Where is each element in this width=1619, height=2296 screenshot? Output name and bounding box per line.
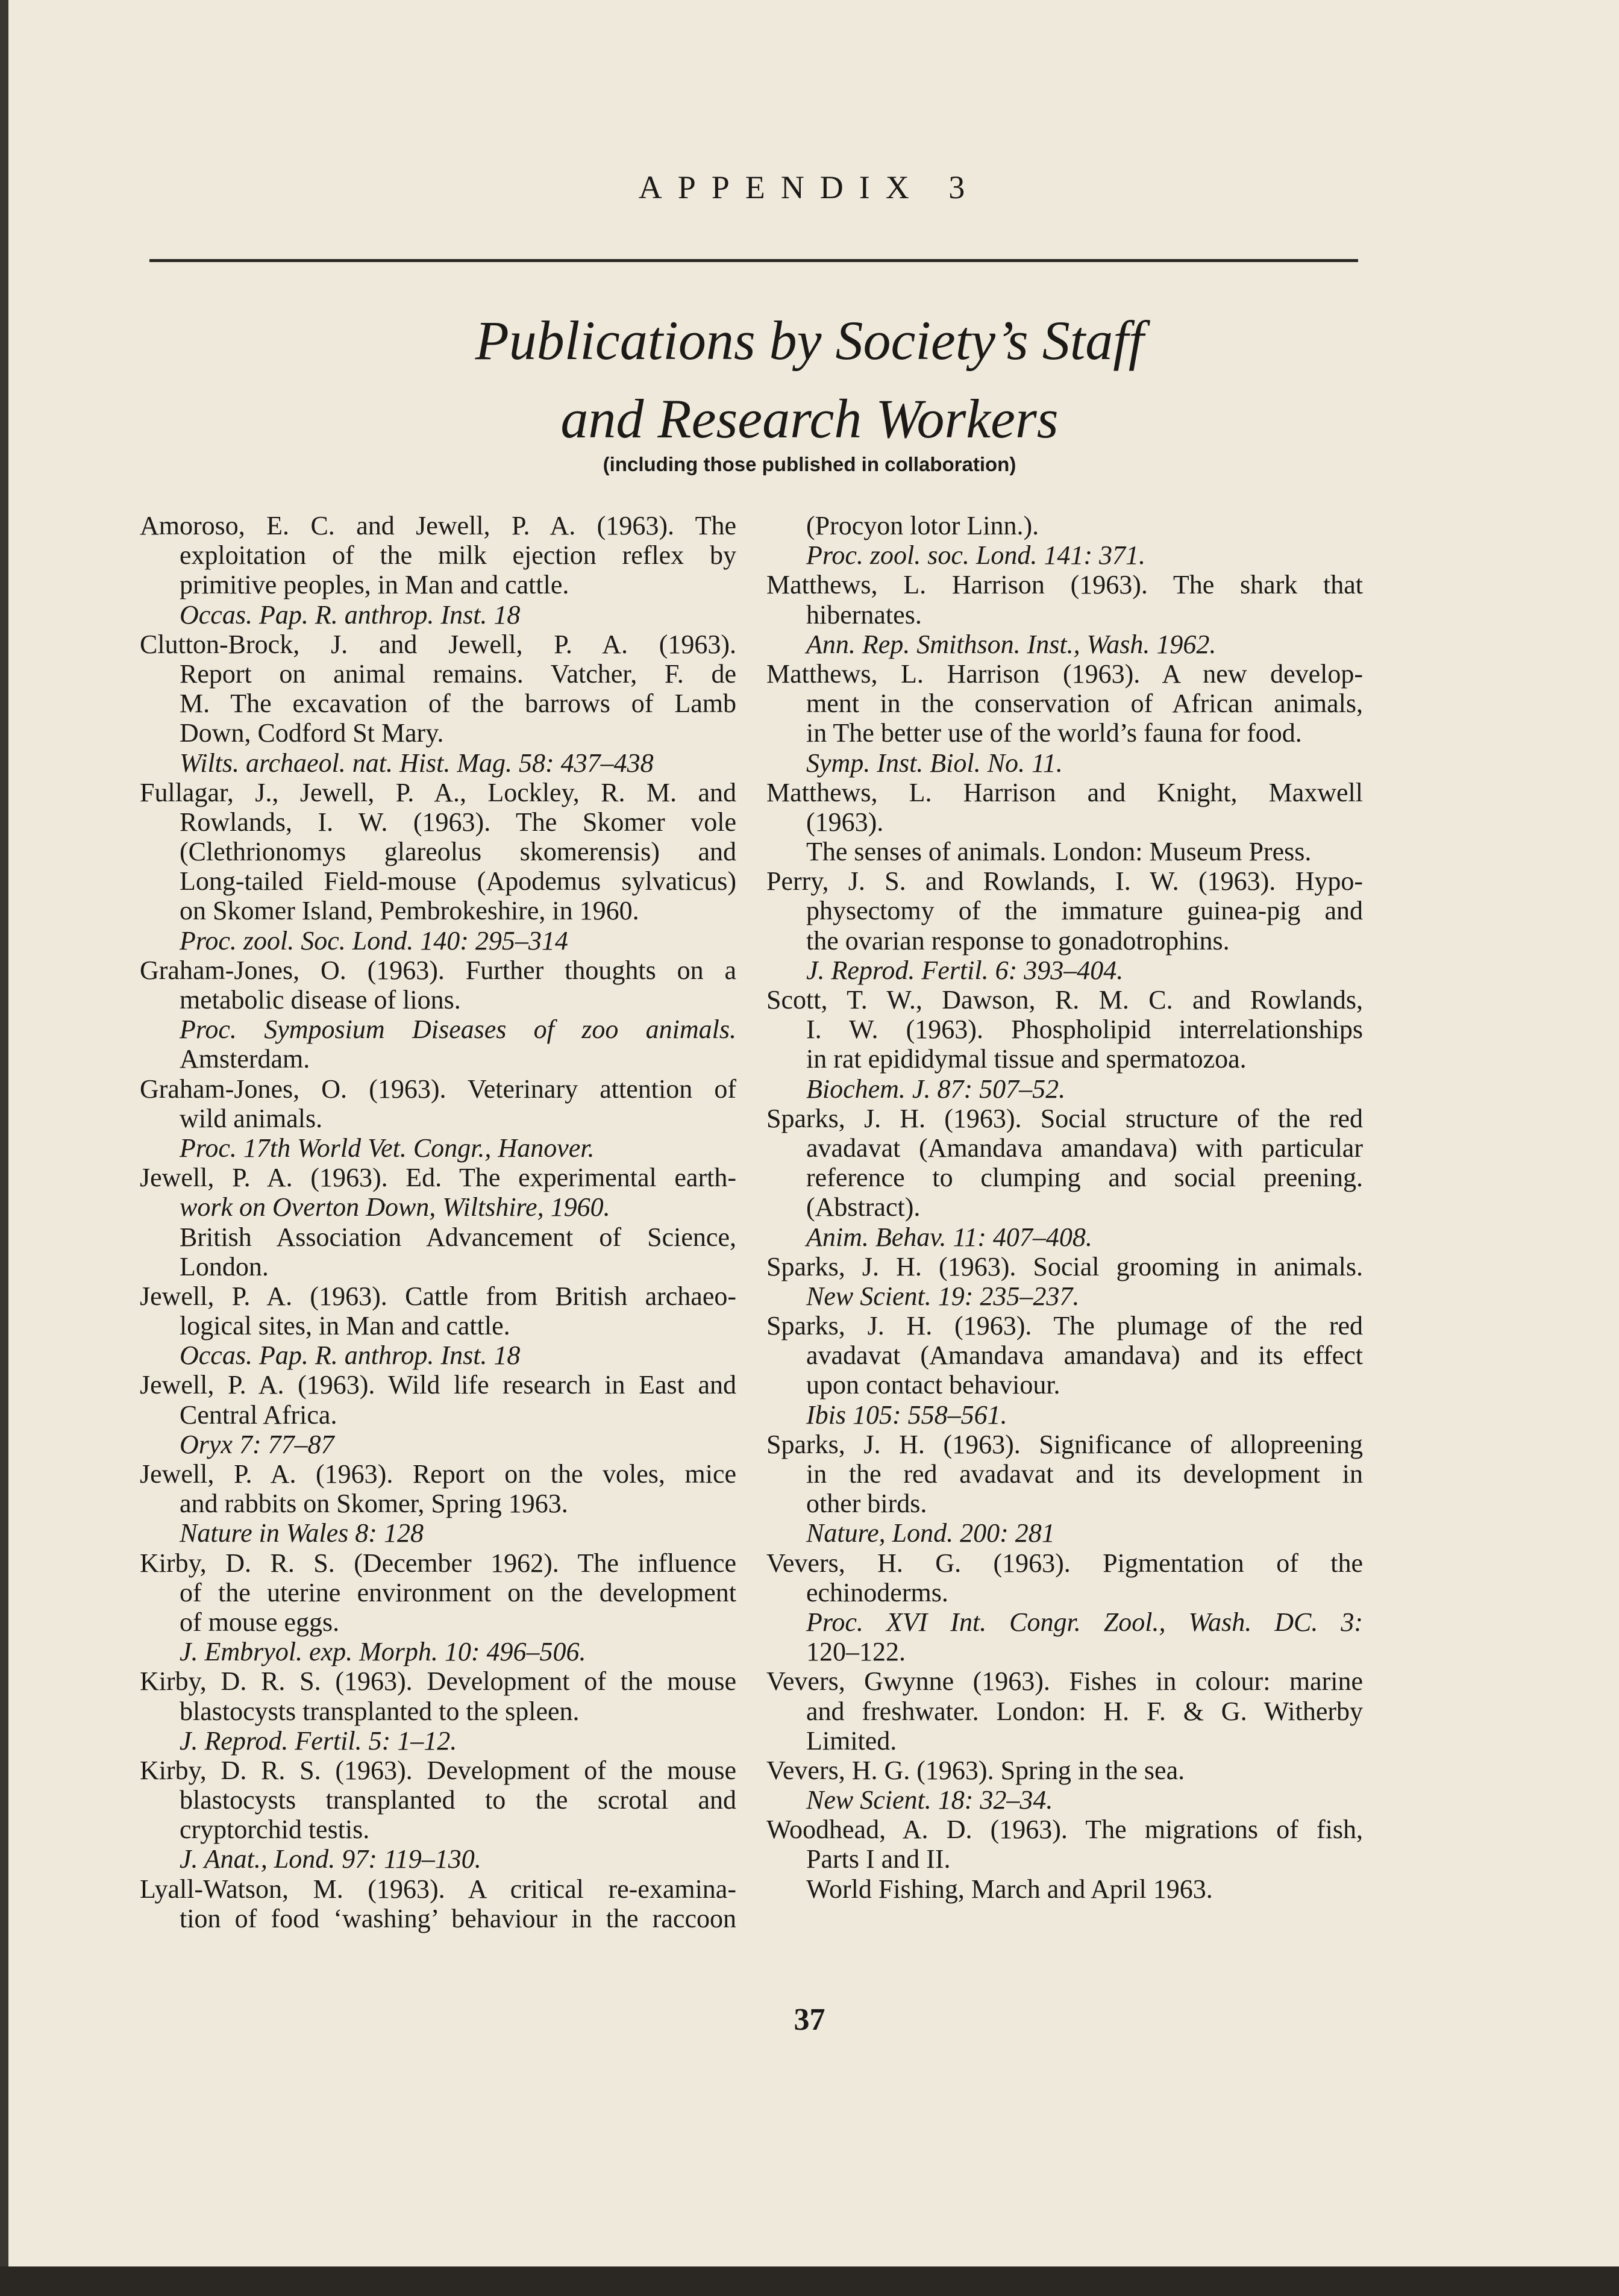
entry-continuation-line: and freshwater. London: H. F. & G. Witherby bbox=[806, 1696, 1363, 1726]
entry-continuation-line: Parts I and II. bbox=[806, 1844, 951, 1874]
entry-continuation-line: primitive peoples, in Man and cattle. bbox=[180, 570, 569, 600]
entry-first-line: Vevers, Gwynne (1963). Fishes in colour: marine bbox=[766, 1666, 1363, 1697]
entry-first-line: Amoroso, E. C. and Jewell, P. A. (1963). The bbox=[140, 511, 736, 540]
right-column bbox=[766, 511, 1363, 1904]
entry-first-line: Sparks, J. H. (1963). Social structure of the red bbox=[766, 1103, 1363, 1133]
citation-line: J. Reprod. Fertil. 6: 393–404. bbox=[806, 955, 1124, 985]
citation-line: Proc. 17th World Vet. Congr., Hanover. bbox=[180, 1133, 595, 1163]
entry-continuation-line: (Abstract). bbox=[806, 1192, 921, 1222]
citation-line: Nature, Lond. 200: 281 bbox=[806, 1518, 1055, 1548]
entry-continuation-line: avadavat (Amandava amandava) with particular bbox=[806, 1133, 1363, 1163]
entry-first-line: Sparks, J. H. (1963). Social grooming in animals. bbox=[766, 1251, 1363, 1281]
entry-first-line: Vevers, H. G. (1963). Spring in the sea. bbox=[766, 1755, 1185, 1785]
citation-line: J. Anat., Lond. 97: 119–130. bbox=[180, 1844, 481, 1874]
appendix-header: APPENDIX 3 bbox=[638, 169, 981, 205]
entry-continuation-line: Limited. bbox=[806, 1725, 897, 1756]
entry-continuation-line: ment in the conservation of African animals, bbox=[806, 689, 1363, 719]
entry-first-line: Jewell, P. A. (1963). Report on the voles, mice bbox=[140, 1459, 736, 1489]
entry-first-line: Matthews, L. Harrison (1963). The shark that bbox=[766, 570, 1363, 600]
entry-first-line: Fullagar, J., Jewell, P. A., Lockley, R. M. and bbox=[140, 777, 736, 807]
entry-continuation-line: (Procyon lotor Linn.). bbox=[806, 511, 1039, 540]
entry-continuation-line: London. bbox=[180, 1251, 269, 1281]
entry-first-line: Jewell, P. A. (1963). Ed. The experimental earth- bbox=[140, 1163, 736, 1193]
entry-continuation-line: metabolic disease of lions. bbox=[180, 985, 461, 1015]
entry-continuation-line: the ovarian response to gonadotrophins. bbox=[806, 925, 1230, 956]
header-rule bbox=[149, 259, 1358, 262]
citation-line: Oryx 7: 77–87 bbox=[180, 1429, 334, 1459]
entry-continuation-line: reference to clumping and social preening. bbox=[806, 1163, 1363, 1193]
entry-continuation-line: wild animals. bbox=[180, 1103, 323, 1133]
entry-continuation-line: avadavat (Amandava amandava) and its effect bbox=[806, 1340, 1363, 1371]
entry-continuation-line: physectomy of the immature guinea-pig and bbox=[806, 896, 1363, 926]
entry-continuation-line: in The better use of the world’s fauna for food. bbox=[806, 718, 1302, 748]
entry-first-line: Vevers, H. G. (1963). Pigmentation of the bbox=[766, 1548, 1363, 1578]
title-line-2: and Research Workers bbox=[560, 388, 1059, 449]
entry-first-line: Woodhead, A. D. (1963). The migrations of fish, bbox=[766, 1815, 1363, 1845]
entry-continuation-line: Report on animal remains. Vatcher, F. de bbox=[180, 658, 736, 689]
entry-first-line: Matthews, L. Harrison and Knight, Maxwell bbox=[766, 777, 1363, 807]
title-line-1: Publications by Society’s Staff bbox=[475, 310, 1144, 371]
citation-line: Occas. Pap. R. anthrop. Inst. 18 bbox=[180, 599, 521, 630]
entry-continuation-line: British Association Advancement of Science, bbox=[180, 1222, 736, 1252]
citation-line: Ann. Rep. Smithson. Inst., Wash. 1962. bbox=[806, 629, 1217, 659]
citation-line: Proc. XVI Int. Congr. Zool., Wash. DC. 3: bbox=[806, 1607, 1363, 1637]
page-number: 37 bbox=[794, 2003, 825, 2037]
entry-continuation-line: exploitation of the milk ejection reflex by bbox=[180, 540, 736, 571]
entry-first-line: Lyall-Watson, M. (1963). A critical re-examina- bbox=[140, 1874, 736, 1904]
citation-line: Proc. Symposium Diseases of zoo animals. bbox=[180, 1015, 736, 1045]
entry-continuation-line: cryptorchid testis. bbox=[180, 1815, 370, 1845]
citation-line: New Scient. 18: 32–34. bbox=[806, 1785, 1053, 1815]
page-bottom-edge bbox=[0, 2266, 1619, 2296]
entry-continuation-line: I. W. (1963). Phospholipid interrelationships bbox=[806, 1015, 1363, 1045]
citation-line: Proc. zool. soc. Lond. 141: 371. bbox=[806, 540, 1146, 571]
entry-continuation-line: blastocysts transplanted to the scrotal and bbox=[180, 1785, 736, 1815]
entry-continuation-line: of mouse eggs. bbox=[180, 1607, 340, 1637]
entry-first-line: Sparks, J. H. (1963). Significance of allopreening bbox=[766, 1429, 1363, 1459]
citation-line: Anim. Behav. 11: 407–408. bbox=[806, 1222, 1092, 1252]
entry-first-line: Clutton-Brock, J. and Jewell, P. A. (1963). bbox=[140, 629, 736, 659]
entry-first-line: Scott, T. W., Dawson, R. M. C. and Rowlands, bbox=[766, 985, 1363, 1015]
citation-line: J. Embryol. exp. Morph. 10: 496–506. bbox=[180, 1637, 586, 1667]
citation-line: Wilts. archaeol. nat. Hist. Mag. 58: 437–438 bbox=[180, 748, 654, 778]
entry-continuation-line: (1963). bbox=[806, 807, 884, 837]
entry-continuation-line: other birds. bbox=[806, 1489, 927, 1519]
entry-continuation-line: in rat epididymal tissue and spermatozoa. bbox=[806, 1044, 1247, 1074]
entry-continuation-line: (Clethrionomys glareolus skomerensis) and bbox=[180, 837, 736, 867]
entry-first-line: Sparks, J. H. (1963). The plumage of the red bbox=[766, 1311, 1363, 1341]
page-title bbox=[0, 301, 1619, 458]
entry-first-line: Kirby, D. R. S. (1963). Development of the mouse bbox=[140, 1666, 736, 1697]
citation-line: New Scient. 19: 235–237. bbox=[806, 1281, 1080, 1311]
page-subtitle: (including those published in collaboration) bbox=[603, 453, 1016, 475]
entry-continuation-line: upon contact behaviour. bbox=[806, 1370, 1060, 1400]
entry-first-line: Graham-Jones, O. (1963). Further thoughts on a bbox=[140, 955, 736, 985]
citation-line: Nature in Wales 8: 128 bbox=[180, 1518, 424, 1548]
entry-continuation-line: 120–122. bbox=[806, 1637, 906, 1667]
entry-continuation-line: echinoderms. bbox=[806, 1577, 948, 1607]
entry-continuation-line: Down, Codford St Mary. bbox=[180, 718, 444, 748]
entry-continuation-line: hibernates. bbox=[806, 599, 922, 630]
citation-line: J. Reprod. Fertil. 5: 1–12. bbox=[180, 1725, 457, 1756]
entry-continuation-line: blastocysts transplanted to the spleen. bbox=[180, 1696, 580, 1726]
entry-continuation-line: The senses of animals. London: Museum Press. bbox=[806, 837, 1312, 867]
entry-continuation-line: Long-tailed Field-mouse (Apodemus sylvaticus) bbox=[180, 866, 736, 896]
citation-line: Biochem. J. 87: 507–52. bbox=[806, 1074, 1066, 1104]
entry-continuation-line: of the uterine environment on the development bbox=[180, 1577, 736, 1607]
entry-first-line: Kirby, D. R. S. (December 1962). The influence bbox=[140, 1548, 736, 1578]
citation-line: Symp. Inst. Biol. No. 11. bbox=[806, 748, 1063, 778]
entry-first-line: Jewell, P. A. (1963). Wild life research in East and bbox=[140, 1370, 736, 1400]
citation-line: Occas. Pap. R. anthrop. Inst. 18 bbox=[180, 1340, 521, 1371]
left-column bbox=[140, 511, 736, 1933]
entry-continuation-line: Central Africa. bbox=[180, 1400, 337, 1430]
entry-first-line: Jewell, P. A. (1963). Cattle from British archaeo- bbox=[140, 1281, 736, 1311]
entry-first-line: Perry, J. S. and Rowlands, I. W. (1963). Hypo- bbox=[766, 866, 1363, 896]
entry-first-line: Graham-Jones, O. (1963). Veterinary attention of bbox=[140, 1074, 736, 1104]
entry-continuation-line: in the red avadavat and its development in bbox=[806, 1459, 1363, 1489]
entry-first-line: Matthews, L. Harrison (1963). A new develop- bbox=[766, 658, 1363, 689]
citation-line: Ibis 105: 558–561. bbox=[806, 1400, 1007, 1430]
entry-continuation-line: Rowlands, I. W. (1963). The Skomer vole bbox=[180, 807, 736, 837]
entry-continuation-line: on Skomer Island, Pembrokeshire, in 1960. bbox=[180, 896, 639, 926]
entry-first-line: Kirby, D. R. S. (1963). Development of the mouse bbox=[140, 1755, 736, 1785]
entry-continuation-line: Amsterdam. bbox=[180, 1044, 310, 1074]
entry-continuation-line: M. The excavation of the barrows of Lamb bbox=[180, 689, 736, 719]
entry-continuation-line: logical sites, in Man and cattle. bbox=[180, 1311, 510, 1341]
entry-continuation-line: tion of food ‘washing’ behaviour in the raccoon bbox=[180, 1903, 736, 1933]
citation-line: work on Overton Down, Wiltshire, 1960. bbox=[180, 1192, 610, 1222]
entry-continuation-line: World Fishing, March and April 1963. bbox=[806, 1874, 1213, 1904]
citation-line: Proc. zool. Soc. Lond. 140: 295–314 bbox=[180, 925, 568, 956]
entry-continuation-line: and rabbits on Skomer, Spring 1963. bbox=[180, 1489, 568, 1519]
